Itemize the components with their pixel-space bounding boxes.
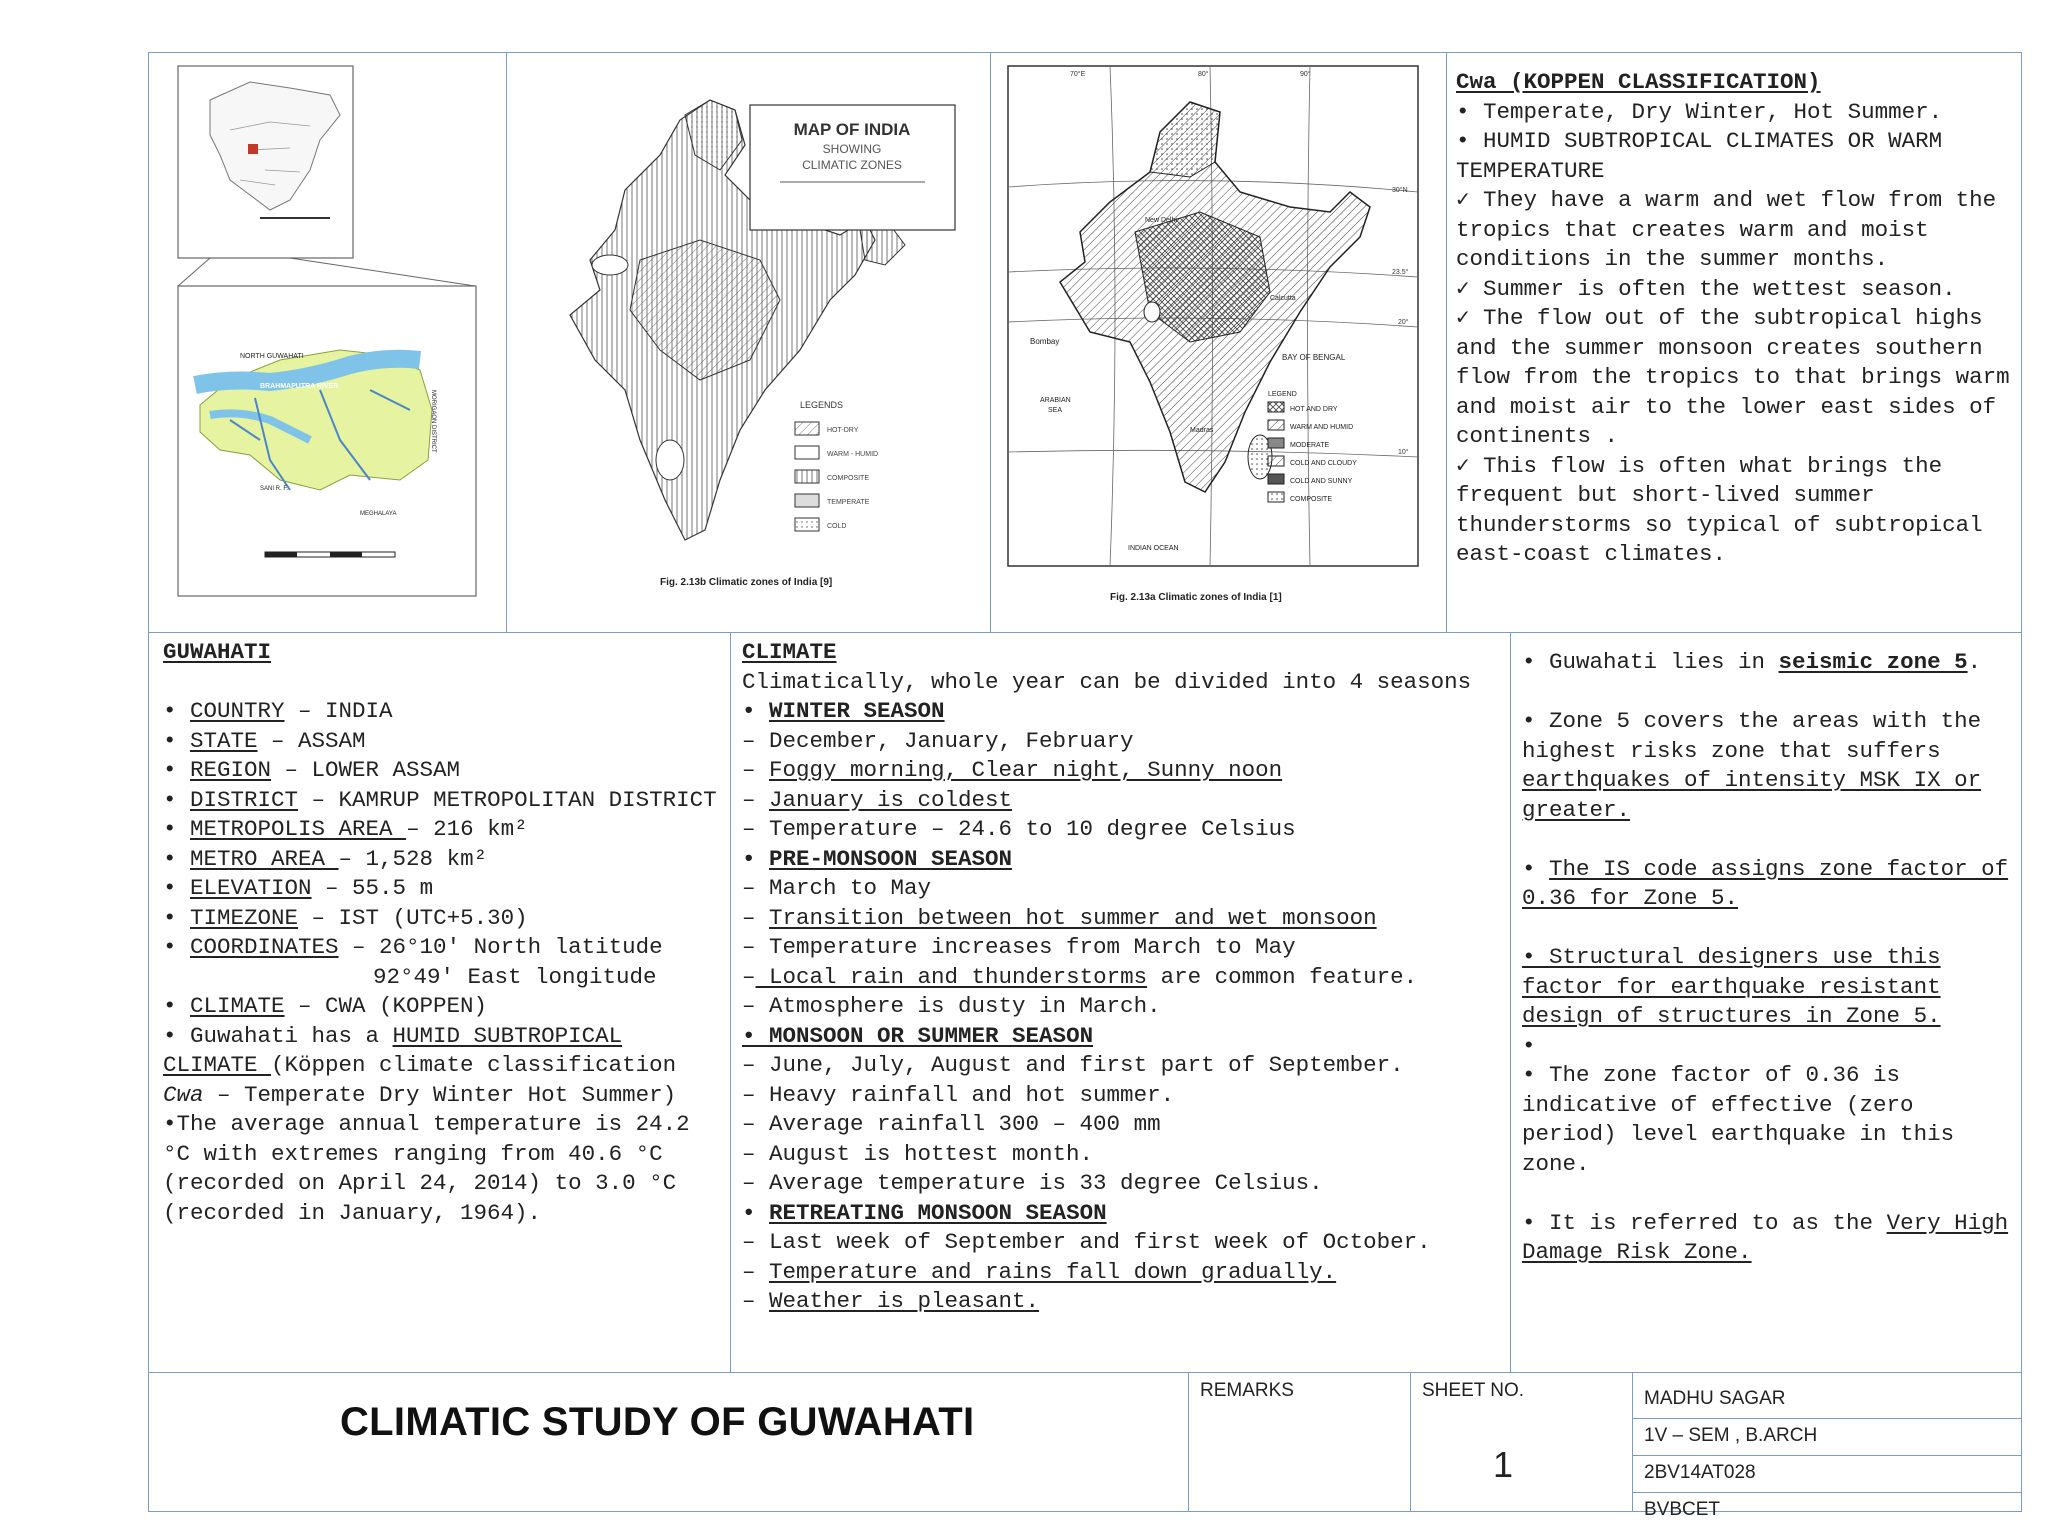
divider <box>1632 1418 2022 1419</box>
svg-text:COMPOSITE: COMPOSITE <box>1290 496 1333 503</box>
seismic-zone-line: • Guwahati lies in seismic zone 5. <box>1522 649 1982 675</box>
humid-paragraph: • Guwahati has a HUMID SUBTROPICAL CLIMATE (Köppen climate classification Cwa – Temperate Dry Winter Hot Summer) <box>163 1022 677 1108</box>
divider <box>990 52 991 632</box>
premonsoon-line: – Temperature increases from March to May <box>742 934 1296 960</box>
monsoon-line: – Average rainfall 300 – 400 mm <box>742 1111 1161 1137</box>
premonsoon-line: – March to May <box>742 875 932 901</box>
district-row: • DISTRICT – KAMRUP METROPOLITAN DISTRICT <box>163 786 717 813</box>
author-name: MADHU SAGAR <box>1644 1388 1786 1409</box>
koppen-line: • Temperate, Dry Winter, Hot Summer. <box>1456 98 1943 125</box>
koppen-line: • HUMID SUBTROPICAL CLIMATES OR WARM TEMPERATURE <box>1456 128 1943 184</box>
retreating-line: – Weather is pleasant. <box>742 1288 1040 1314</box>
map-b-legend-temperate <box>795 494 870 507</box>
koppen-line: ✓ The flow out of the subtropical highs and the summer monsoon creates southern flow from the tropics to that brings warm and moist air to the lower east sides of continents . <box>1456 305 2010 449</box>
ocean-label: INDIAN OCEAN <box>1128 545 1179 552</box>
lon-70: 70°E <box>1070 71 1086 78</box>
koppen-line: ✓ Summer is often the wettest season. <box>1456 275 1956 302</box>
remarks-label: REMARKS <box>1200 1380 1294 1401</box>
madras-label: Madras <box>1190 427 1214 434</box>
map-b-title: MAP OF INDIA <box>793 120 911 139</box>
lat-23: 23.5° <box>1392 269 1409 276</box>
svg-text:MODERATE: MODERATE <box>1290 442 1330 449</box>
map-b-subtitle2: CLIMATIC ZONES <box>802 158 902 172</box>
climate-intro: Climatically, whole year can be divided into 4 seasons <box>742 668 1472 695</box>
sheet-number: 1 <box>1493 1444 1514 1485</box>
retreating-line: – Last week of September and first week of October. <box>742 1229 1431 1255</box>
delhi-label: New Delhi <box>1145 217 1177 224</box>
metropolis-row: • METROPOLIS AREA – 216 km² <box>163 816 528 842</box>
divider <box>1410 1372 1411 1512</box>
map-b-subtitle1: SHOWING <box>822 142 882 156</box>
winter-heading: • WINTER SEASON <box>742 698 945 724</box>
sea-label: SEA <box>1048 407 1063 414</box>
bay-label: BAY OF BENGAL <box>1282 353 1346 362</box>
retreating-heading: • RETREATING MONSOON SEASON <box>742 1199 1107 1226</box>
bullet-line: • <box>1522 1032 1536 1059</box>
koppen-heading: Cwa (KOPPEN CLASSIFICATION) <box>1456 69 1821 95</box>
river-label: BRAHMAPUTRA RIVER <box>260 383 339 390</box>
premonsoon-line: – Atmosphere is dusty in March. <box>742 993 1161 1019</box>
lat-20: 20° <box>1398 319 1409 326</box>
lon-80: 80° <box>1198 71 1209 78</box>
country-row: • COUNTRY – INDIA <box>163 698 393 724</box>
map-b-legend-hot-dry <box>795 422 859 435</box>
seismic-panel <box>1522 648 2016 1268</box>
usn: 2BV14AT028 <box>1644 1462 1756 1483</box>
svg-text:COLD AND CLOUDY: COLD AND CLOUDY <box>1290 460 1357 467</box>
divider <box>148 1372 2022 1373</box>
lat-30: 30°N <box>1392 187 1408 194</box>
divider <box>506 52 507 632</box>
monsoon-line: – June, July, August and first part of September. <box>742 1052 1404 1078</box>
svg-text:HOT-DRY: HOT-DRY <box>827 427 859 434</box>
divider <box>1632 1492 2022 1493</box>
temperature-paragraph: •The average annual temperature is 24.2 °C with extremes ranging from 40.6 °C (recorded on April 24, 2014) to 3.0 °C (recorded in January, 1964). <box>163 1111 690 1226</box>
koppen-line: ✓ This flow is often what brings the frequent but short-lived summer thunderstorms so typical of subtropical east-coast climates. <box>1456 452 1983 567</box>
elevation-row: • ELEVATION – 55.5 m <box>163 875 434 901</box>
climate-heading: CLIMATE <box>742 639 837 665</box>
map-b-legend-warm-humid <box>795 446 878 459</box>
svg-text:COLD AND SUNNY: COLD AND SUNNY <box>1290 478 1353 485</box>
coordinates-row-2: 92°49′ East longitude <box>373 963 657 990</box>
district-label: MORIGAON DISTRICT <box>430 390 436 453</box>
map-b-legend-cold <box>795 518 846 531</box>
timezone-row: • TIMEZONE – IST (UTC+5.30) <box>163 904 528 931</box>
map-a-legend-title: LEGEND <box>1268 391 1297 398</box>
svg-text:WARM AND HUMID: WARM AND HUMID <box>1290 424 1354 431</box>
winter-line: – December, January, February <box>742 727 1134 754</box>
divider <box>148 632 2022 633</box>
koppen-panel <box>1456 68 2022 570</box>
sheet-no-label: SHEET NO. <box>1422 1380 1525 1401</box>
is-code-line: • The IS code assigns zone factor of 0.36 for Zone 5. <box>1522 855 2009 911</box>
state-row: • STATE – ASSAM <box>163 727 366 754</box>
india-climatic-zones-map-b <box>520 60 980 620</box>
retreating-line: – Temperature and rains fall down gradually. <box>742 1258 1337 1285</box>
calcutta-label: Calcutta <box>1270 295 1296 302</box>
zone5-line: • Zone 5 covers the areas with the highest risks zone that suffers earthquakes of intensity MSK IX or greater. <box>1522 708 1982 823</box>
map-b-legend-composite <box>795 470 869 483</box>
svg-text:TEMPERATE: TEMPERATE <box>827 499 870 506</box>
college: BVBCET <box>1644 1499 1721 1520</box>
region-row: • REGION – LOWER ASSAM <box>163 757 461 783</box>
winter-line: – January is coldest <box>742 786 1013 813</box>
guwahati-location-map <box>170 60 485 605</box>
koppen-line: ✓ They have a warm and wet flow from the tropics that creates warm and moist conditions in the summer months. <box>1456 187 1997 272</box>
svg-text:COLD: COLD <box>827 523 847 530</box>
monsoon-line: – Average temperature is 33 degree Celsius. <box>742 1170 1323 1196</box>
guwahati-panel <box>163 638 723 1228</box>
premonsoon-line: – Local rain and thunderstorms are common feature. <box>742 963 1418 990</box>
guwahati-heading: GUWAHATI <box>163 639 272 665</box>
svg-text:COMPOSITE: COMPOSITE <box>827 475 870 482</box>
semester: 1V – SEM , B.ARCH <box>1644 1425 1818 1446</box>
sheet-title: CLIMATIC STUDY OF GUWAHATI <box>340 1400 975 1444</box>
coordinates-row: • COORDINATES – 26°10′ North latitude <box>163 934 663 960</box>
monsoon-line: – August is hottest month. <box>742 1140 1094 1167</box>
risk-zone-line: • It is referred to as the Very High Damage Risk Zone. <box>1522 1209 2009 1265</box>
structural-line: • Structural designers use this factor for earthquake resistant design of structures in Zone 5. <box>1522 944 1941 1029</box>
north-guwahati-label: NORTH GUWAHATI <box>240 353 304 360</box>
divider <box>1446 52 1447 632</box>
winter-line: – Temperature – 24.6 to 10 degree Celsius <box>742 816 1296 842</box>
premonsoon-heading: • PRE-MONSOON SEASON <box>742 845 1013 872</box>
monsoon-line: – Heavy rainfall and hot summer. <box>742 1081 1175 1108</box>
meghalaya-label: MEGHALAYA <box>360 511 397 517</box>
lon-90: 90° <box>1300 71 1311 78</box>
divider <box>1632 1372 1633 1512</box>
monsoon-heading: • MONSOON OR SUMMER SEASON <box>742 1022 1094 1049</box>
india-climatic-zones-map-a <box>1000 62 1440 622</box>
divider <box>1188 1372 1189 1512</box>
svg-text:HOT AND DRY: HOT AND DRY <box>1290 406 1338 413</box>
arabian-label: ARABIAN <box>1040 397 1071 404</box>
divider <box>1632 1455 2022 1456</box>
zone-factor-line: • The zone factor of 0.36 is indicative of effective (zero period) level earthquake in this zone. <box>1522 1062 1955 1177</box>
map-b-caption: Fig. 2.13b Climatic zones of India [9] <box>660 577 833 588</box>
metro-row: • METRO AREA – 1,528 km² <box>163 845 488 872</box>
divider <box>730 632 731 1372</box>
sanctuary-label: SANI R. F. <box>260 486 289 492</box>
bombay-label: Bombay <box>1030 337 1060 346</box>
winter-line: – Foggy morning, Clear night, Sunny noon <box>742 757 1283 783</box>
map-a-caption: Fig. 2.13a Climatic zones of India [1] <box>1110 592 1282 603</box>
climate-panel <box>742 638 1506 1370</box>
climate-row: • CLIMATE – CWA (KOPPEN) <box>163 993 488 1019</box>
lat-10: 10° <box>1398 449 1409 456</box>
premonsoon-line: – Transition between hot summer and wet monsoon <box>742 904 1377 931</box>
svg-text:WARM - HUMID: WARM - HUMID <box>827 451 879 458</box>
divider <box>1510 632 1511 1372</box>
map-b-legends-title: LEGENDS <box>800 400 844 410</box>
